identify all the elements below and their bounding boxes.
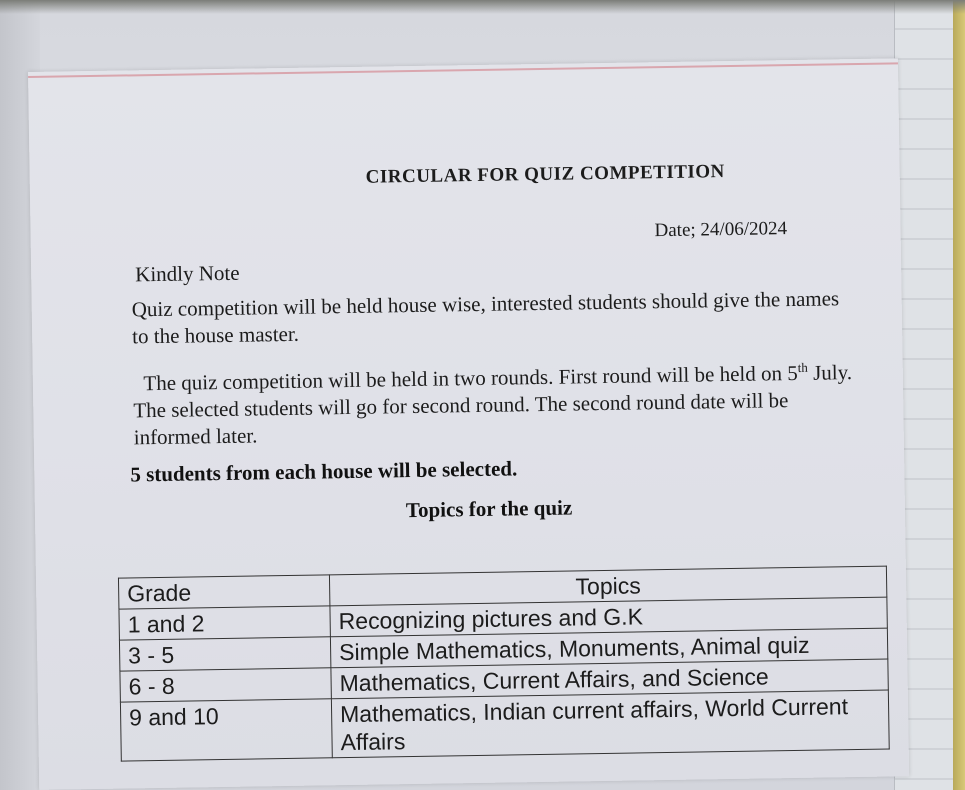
table-row xyxy=(120,690,889,761)
grade-cell: 3 - 5 xyxy=(119,637,330,671)
grade-cell: 9 and 10 xyxy=(120,699,332,761)
topics-cell: Mathematics, Current Affairs, and Science xyxy=(331,659,888,699)
header-grade: Grade xyxy=(118,575,329,609)
grade-cell: 1 and 2 xyxy=(119,606,330,640)
ordinal-suffix: th xyxy=(797,359,808,375)
notebook-cover-edge xyxy=(953,0,965,790)
topics-heading: Topics for the quiz xyxy=(405,495,573,523)
circular-date: Date; 24/06/2024 xyxy=(654,218,788,242)
selection-note: 5 students from each house will be selected. xyxy=(130,456,518,487)
circular-title: CIRCULAR FOR QUIZ COMPETITION xyxy=(365,161,725,188)
paragraph-registration: Quiz competition will be held house wise, interested students should give the names to the house master. xyxy=(131,286,840,349)
topics-table xyxy=(118,566,890,762)
grade-cell: 6 - 8 xyxy=(120,668,331,702)
topics-cell: Simple Mathematics, Monuments, Animal quiz xyxy=(330,628,887,668)
circular-sheet xyxy=(28,58,909,790)
topics-cell: Recognizing pictures and G.K xyxy=(330,597,887,637)
header-topics: Topics xyxy=(329,566,886,606)
paragraph-rounds xyxy=(133,353,854,451)
top-shadow xyxy=(0,0,965,14)
rounds-text-end: July. The selected students will go for second round. The second round date will be informed later. xyxy=(133,360,853,450)
topics-cell: Mathematics, Indian current affairs, World Current Affairs xyxy=(331,690,889,758)
rounds-text-start: The quiz competition will be held in two rounds. First round will be held on 5 xyxy=(143,360,798,396)
greeting: Kindly Note xyxy=(135,260,240,287)
